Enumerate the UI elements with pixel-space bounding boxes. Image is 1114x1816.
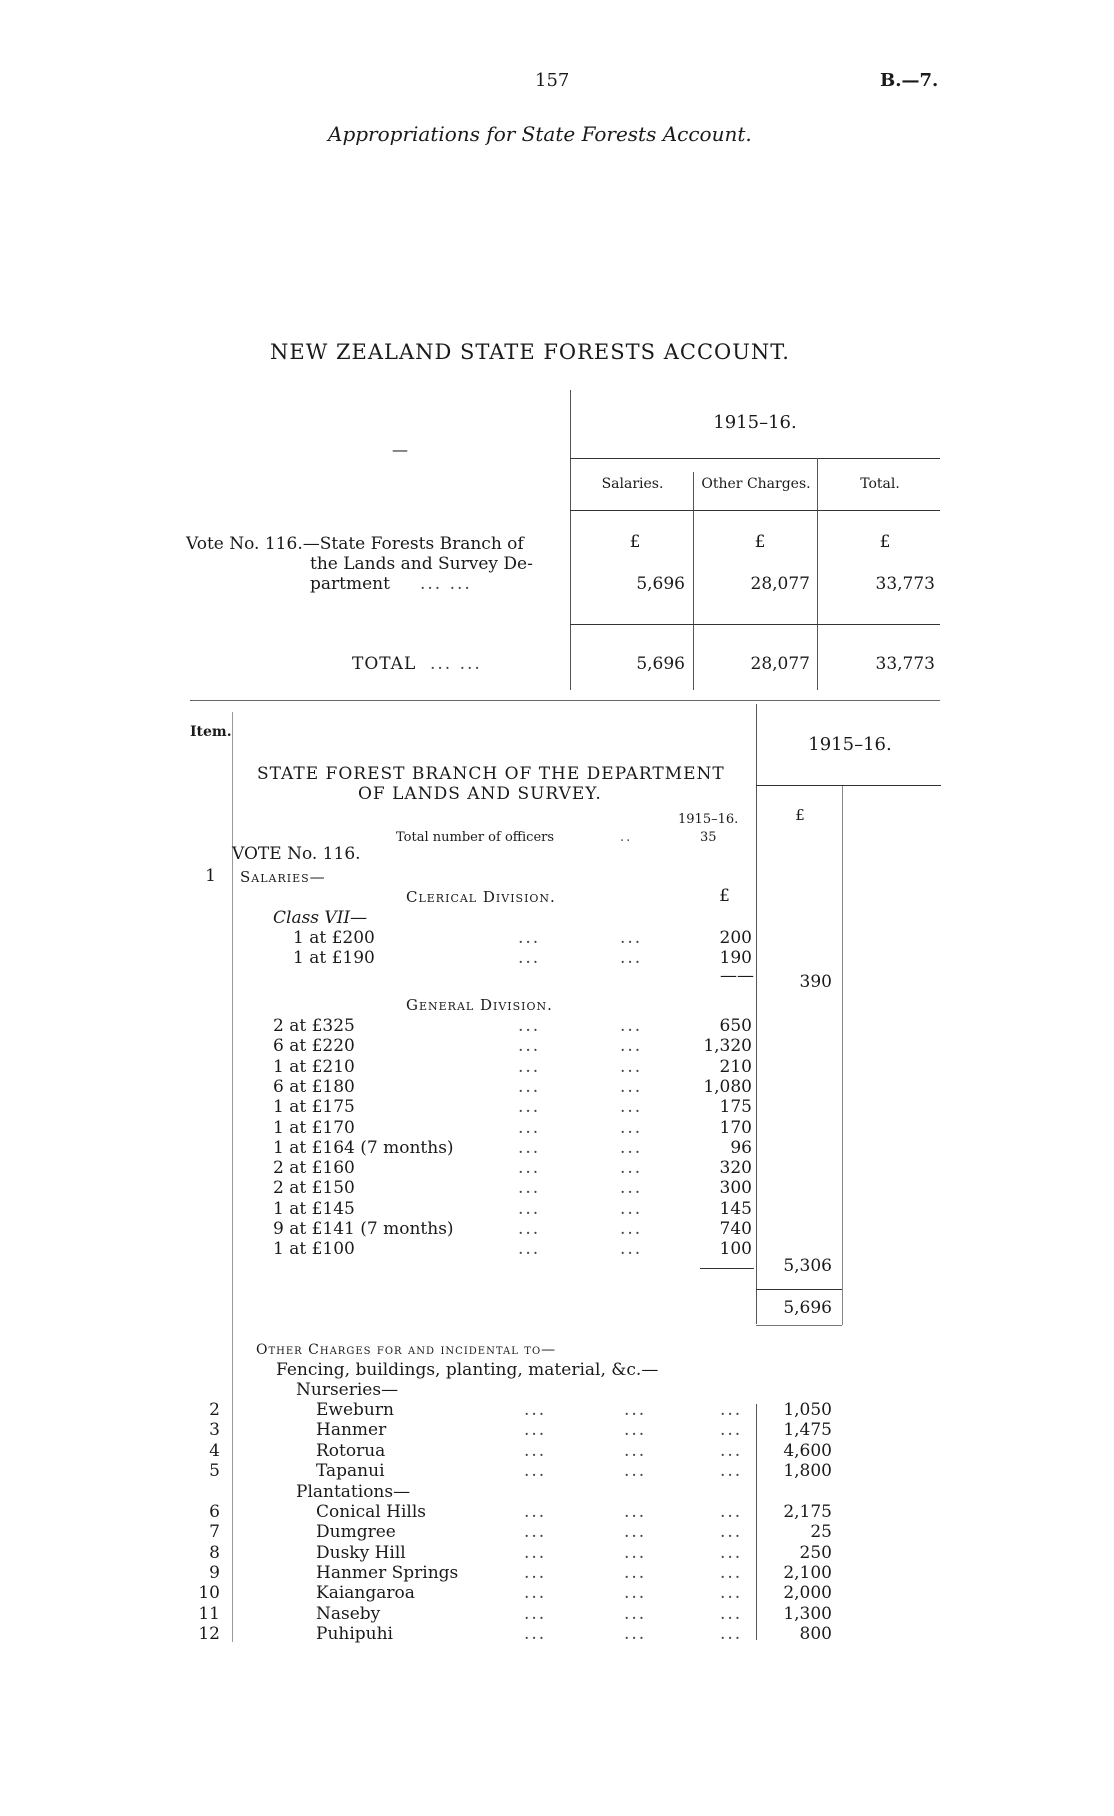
other-charges-divider	[756, 1404, 757, 1640]
charge-row-value: 2,000	[783, 1583, 832, 1604]
total-total: 33,773	[875, 654, 935, 674]
charge-row-label: Dusky Hill	[316, 1542, 406, 1563]
charge-row-label: Hanmer	[316, 1420, 387, 1441]
leader-dots: ...	[620, 1158, 643, 1179]
charge-row-label: Eweburn	[316, 1400, 394, 1420]
leader-dots: ...	[620, 948, 643, 968]
summary-dash: —	[392, 440, 408, 459]
vote-leader-dots: ... ...	[420, 574, 472, 594]
leader-dots: ...	[518, 948, 541, 968]
leader-dots: ...	[518, 1239, 541, 1260]
leader-dots: ...	[624, 1420, 647, 1441]
leader-dots: ...	[624, 1562, 647, 1583]
currency-salaries: £	[629, 532, 641, 552]
salary-row-label: 2 at £325	[273, 1016, 355, 1036]
leader-dots: ...	[720, 1583, 743, 1604]
leader-dots: ...	[720, 1460, 743, 1481]
leader-dots: ...	[624, 1542, 647, 1563]
leader-dots: ...	[620, 1117, 643, 1138]
vote-total: 33,773	[875, 574, 935, 594]
salary-row-label: 2 at £150	[273, 1178, 355, 1199]
clerical-division-label: Clerical Division.	[406, 888, 556, 906]
charge-row-label: Tapanui	[316, 1460, 385, 1481]
leader-dots: ...	[620, 1239, 643, 1260]
detail-divider-left	[756, 704, 757, 1324]
leader-dots: ...	[518, 1137, 541, 1158]
clerical-subtotal-rule: ——	[720, 966, 754, 986]
salary-row-value: 145	[719, 1198, 752, 1219]
salary-row-label: 6 at £220	[273, 1036, 355, 1057]
total-label: TOTAL	[352, 654, 417, 674]
fencing-label: Fencing, buildings, planting, material, &c.—	[276, 1360, 659, 1380]
leader-dots: ...	[518, 1076, 541, 1097]
vote-line-3: partment	[310, 574, 390, 594]
detail-title-line-2: OF LANDS AND SURVEY.	[358, 784, 602, 804]
detail-currency: £	[795, 806, 805, 824]
vote-salaries: 5,696	[636, 574, 685, 594]
leader-dots: ...	[518, 1016, 541, 1036]
salaries-total: 5,696	[783, 1298, 832, 1318]
leader-dots: ...	[620, 1178, 643, 1199]
total-other-charges: 28,077	[750, 654, 810, 674]
salary-row-label: 1 at £170	[273, 1117, 355, 1138]
leader-dots: ...	[524, 1562, 547, 1583]
leader-dots: ...	[720, 1400, 743, 1420]
charge-row-label: Puhipuhi	[316, 1623, 393, 1644]
charge-row-value: 800	[799, 1623, 832, 1644]
leader-dots: ...	[518, 1117, 541, 1138]
leader-dots: ...	[620, 1198, 643, 1219]
page-subtitle: Appropriations for State Forests Account.	[328, 122, 752, 146]
salary-row-label: 9 at £141 (7 months)	[273, 1219, 454, 1239]
summary-divider-right	[817, 458, 818, 690]
leader-dots: ...	[624, 1522, 647, 1543]
leader-dots: ...	[624, 1502, 647, 1522]
item-number: 9	[209, 1562, 220, 1583]
leader-dots: ...	[620, 1137, 643, 1158]
salaries-bottom-rule	[756, 1325, 842, 1326]
salary-row-label: 1 at £175	[273, 1097, 355, 1118]
leader-dots: ...	[624, 1440, 647, 1461]
vote-line-2: the Lands and Survey De-	[310, 554, 533, 574]
charge-row-value: 25	[810, 1522, 832, 1543]
leader-dots: ...	[524, 1603, 547, 1624]
leader-dots: ...	[624, 1623, 647, 1644]
clerical-total: 390	[799, 972, 832, 992]
detail-divider-right	[842, 785, 843, 1325]
salary-row-label: 6 at £180	[273, 1076, 355, 1097]
summary-divider-left	[570, 390, 571, 690]
leader-dots: ...	[518, 1158, 541, 1179]
leader-dots: ...	[518, 1097, 541, 1118]
leader-dots: ...	[620, 928, 643, 948]
salary-row-label: 2 at £160	[273, 1158, 355, 1179]
currency-total: £	[879, 532, 891, 552]
page-number: 157	[535, 70, 570, 91]
item-number: 3	[209, 1420, 220, 1441]
item-number: 6	[209, 1502, 220, 1522]
item-number: 4	[209, 1440, 220, 1461]
vote-line-1: Vote No. 116.—State Forests Branch of	[186, 534, 524, 554]
item-number-1: 1	[205, 866, 216, 886]
leader-dots: ...	[524, 1583, 547, 1604]
leader-dots: ...	[518, 1036, 541, 1057]
salary-row-label: 1 at £210	[273, 1056, 355, 1077]
leader-dots: ...	[518, 928, 541, 948]
summary-title: NEW ZEALAND STATE FORESTS ACCOUNT.	[270, 340, 790, 364]
small-year-header: 1915–16.	[678, 812, 739, 827]
leader-dots: ...	[524, 1400, 547, 1420]
plantations-label: Plantations—	[296, 1482, 411, 1502]
officers-label: Total number of officers	[396, 830, 555, 845]
leader-dots: ...	[518, 1178, 541, 1199]
leader-dots: ...	[524, 1542, 547, 1563]
charge-row-value: 2,175	[783, 1502, 832, 1522]
salary-row-value: 200	[719, 928, 752, 948]
nurseries-label: Nurseries—	[296, 1380, 399, 1400]
summary-total-rule	[570, 624, 940, 625]
salary-row-value: 300	[719, 1178, 752, 1199]
leader-dots: ...	[620, 1036, 643, 1057]
summary-bottom-rule	[190, 700, 940, 701]
detail-year-rule	[756, 785, 941, 786]
leader-dots: ...	[620, 1219, 643, 1239]
leader-dots: ...	[620, 1016, 643, 1036]
class-label: Class VII—	[273, 908, 368, 928]
leader-dots: ...	[620, 1056, 643, 1077]
charge-row-label: Rotorua	[316, 1440, 386, 1461]
item-header: Item.	[190, 724, 232, 740]
col-total: Total.	[860, 476, 900, 492]
charge-row-label: Hanmer Springs	[316, 1562, 459, 1583]
charge-row-value: 1,050	[783, 1400, 832, 1420]
general-total: 5,306	[783, 1256, 832, 1276]
leader-dots: ...	[518, 1219, 541, 1239]
leader-dots: ...	[524, 1420, 547, 1441]
vote-heading: VOTE No. 116.	[232, 844, 361, 864]
salaries-total-rule	[756, 1289, 842, 1290]
charge-row-value: 2,100	[783, 1562, 832, 1583]
item-number: 5	[209, 1460, 220, 1481]
salaries-label: Salaries—	[240, 868, 326, 886]
total-leader-dots: ... ...	[430, 654, 482, 674]
other-charges-heading: Other Charges for and incidental to—	[256, 1342, 557, 1358]
detail-title-line-1: STATE FOREST BRANCH OF THE DEPARTMENT	[257, 764, 725, 784]
summary-divider-mid	[693, 472, 694, 690]
charge-row-label: Kaiangaroa	[316, 1583, 415, 1604]
charge-row-label: Conical Hills	[316, 1502, 426, 1522]
salary-row-label: 1 at £164 (7 months)	[273, 1137, 454, 1158]
salary-row-value: 740	[719, 1219, 752, 1239]
salary-row-label: 1 at £145	[273, 1198, 355, 1219]
salary-row-value: 1,320	[703, 1036, 752, 1057]
leader-dots: ...	[720, 1420, 743, 1441]
leader-dots: ...	[624, 1583, 647, 1604]
col-other-charges: Other Charges.	[701, 476, 811, 492]
charge-row-value: 1,300	[783, 1603, 832, 1624]
leader-dots: ...	[720, 1522, 743, 1543]
charge-row-value: 250	[799, 1542, 832, 1563]
charge-row-value: 1,475	[783, 1420, 832, 1441]
salary-row-value: 175	[719, 1097, 752, 1118]
detail-year-header: 1915–16.	[808, 734, 892, 755]
summary-year-rule	[570, 458, 940, 459]
col-salaries: Salaries.	[601, 476, 664, 492]
clerical-currency: £	[719, 886, 730, 906]
charge-row-label: Naseby	[316, 1603, 381, 1624]
officers-dots: ..	[620, 830, 633, 845]
vote-other-charges: 28,077	[750, 574, 810, 594]
leader-dots: ...	[624, 1400, 647, 1420]
leader-dots: ...	[524, 1460, 547, 1481]
leader-dots: ...	[624, 1460, 647, 1481]
currency-other: £	[754, 532, 766, 552]
leader-dots: ...	[620, 1097, 643, 1118]
item-number: 12	[198, 1623, 220, 1644]
leader-dots: ...	[720, 1542, 743, 1563]
salary-row-label: 1 at £200	[293, 928, 375, 948]
total-salaries: 5,696	[636, 654, 685, 674]
general-subtotal-rule	[700, 1268, 754, 1269]
salary-row-value: 210	[719, 1056, 752, 1077]
charge-row-label: Dumgree	[316, 1522, 396, 1543]
officers-value: 35	[700, 830, 717, 845]
item-number: 10	[198, 1583, 220, 1604]
document-reference: B.—7.	[880, 70, 939, 91]
item-number: 11	[198, 1603, 220, 1624]
summary-header-rule	[570, 510, 940, 511]
leader-dots: ...	[524, 1502, 547, 1522]
salary-row-value: 320	[719, 1158, 752, 1179]
leader-dots: ...	[720, 1562, 743, 1583]
leader-dots: ...	[518, 1056, 541, 1077]
leader-dots: ...	[524, 1440, 547, 1461]
summary-year: 1915–16.	[713, 412, 797, 433]
leader-dots: ...	[720, 1502, 743, 1522]
salary-row-value: 96	[730, 1137, 752, 1158]
leader-dots: ...	[524, 1623, 547, 1644]
general-division-label: General Division.	[406, 996, 553, 1014]
leader-dots: ...	[518, 1198, 541, 1219]
leader-dots: ...	[720, 1603, 743, 1624]
charge-row-value: 1,800	[783, 1460, 832, 1481]
salary-row-value: 1,080	[703, 1076, 752, 1097]
salary-row-label: 1 at £190	[293, 948, 375, 968]
leader-dots: ...	[620, 1076, 643, 1097]
charge-row-value: 4,600	[783, 1440, 832, 1461]
item-number: 7	[209, 1522, 220, 1543]
item-number: 2	[209, 1400, 220, 1420]
leader-dots: ...	[624, 1603, 647, 1624]
item-number: 8	[209, 1542, 220, 1563]
leader-dots: ...	[720, 1623, 743, 1644]
salary-row-value: 170	[719, 1117, 752, 1138]
salary-row-value: 190	[719, 948, 752, 968]
leader-dots: ...	[720, 1440, 743, 1461]
salary-row-value: 100	[719, 1239, 752, 1260]
leader-dots: ...	[524, 1522, 547, 1543]
salary-row-label: 1 at £100	[273, 1239, 355, 1260]
salary-row-value: 650	[719, 1016, 752, 1036]
